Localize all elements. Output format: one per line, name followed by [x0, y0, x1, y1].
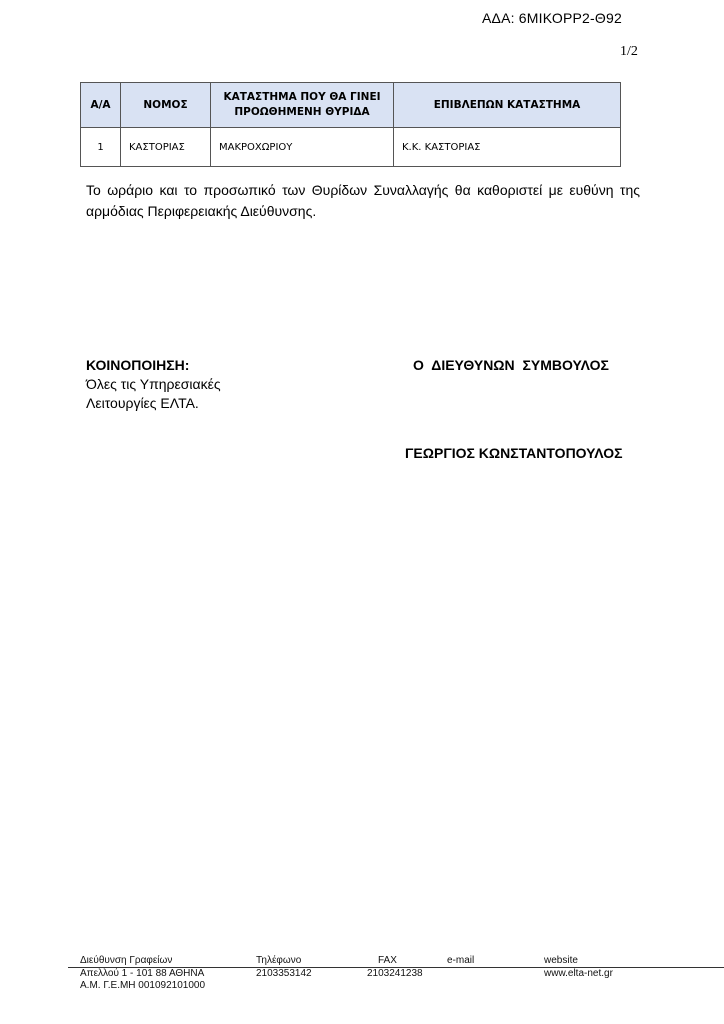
footer-gemi: Α.Μ. Γ.Ε.ΜΗ 001092101000: [80, 980, 206, 991]
header-branch-to-window: ΚΑΤΑΣΤΗΜΑ ΠΟΥ ΘΑ ΓΙΝΕΙ ΠΡΟΩΘΗΜΕΝΗ ΘΥΡΙΔΑ: [211, 83, 394, 128]
body-paragraph: Το ωράριο και το προσωπικό των Θυρίδων Συναλλαγής θα καθοριστεί με ευθύνη της αρμόδιας Περιφερειακής Διεύθυνσης.: [86, 182, 640, 219]
footer-fax: 2103241238: [367, 968, 423, 979]
notification-line-2: Λειτουργίες ΕΛΤΑ.: [86, 395, 199, 411]
footer-label-email: e-mail: [447, 955, 475, 966]
branch-table: [80, 82, 621, 167]
table-row: [81, 128, 621, 167]
footer-label-fax: FAX: [378, 955, 397, 966]
footer-label-website: website: [544, 955, 578, 966]
cell-nomos: ΚΑΣΤΟΡΙΑΣ: [121, 128, 211, 167]
header-supervising-branch: ΕΠΙΒΛΕΠΩΝ ΚΑΤΑΣΤΗΜΑ: [394, 83, 621, 128]
cell-aa: 1: [81, 128, 121, 167]
notification-line-1: Όλες τις Υπηρεσιακές: [86, 376, 221, 392]
notification-title: ΚΟΙΝΟΠΟΙΗΣΗ:: [86, 357, 190, 373]
footer-label-office: Διεύθυνση Γραφείων: [80, 955, 173, 966]
table-header-row: [81, 83, 621, 128]
footer-phone: 2103353142: [256, 968, 312, 979]
signature-name: ΓΕΩΡΓΙΟΣ ΚΩΝΣΤΑΝΤΟΠΟΥΛΟΣ: [405, 445, 623, 461]
cell-branch: ΜΑΚΡΟΧΩΡΙΟΥ: [211, 128, 394, 167]
footer-label-phone: Τηλέφωνο: [256, 955, 302, 966]
ada-code: ΑΔΑ: 6ΜΙΚΟΡΡ2-Θ92: [482, 10, 622, 26]
footer-address: Απελλού 1 - 101 88 ΑΘΗΝΑ: [80, 968, 205, 979]
header-nomos: ΝΟΜΟΣ: [121, 83, 211, 128]
footer-website[interactable]: www.elta-net.gr: [544, 968, 613, 979]
signature-title: Ο ΔΙΕΥΘΥΝΩΝ ΣΥΜΒΟΥΛΟΣ: [413, 357, 609, 373]
page-number: 1/2: [620, 44, 638, 59]
header-aa: Α/Α: [81, 83, 121, 128]
cell-supervising: Κ.Κ. ΚΑΣΤΟΡΙΑΣ: [394, 128, 621, 167]
